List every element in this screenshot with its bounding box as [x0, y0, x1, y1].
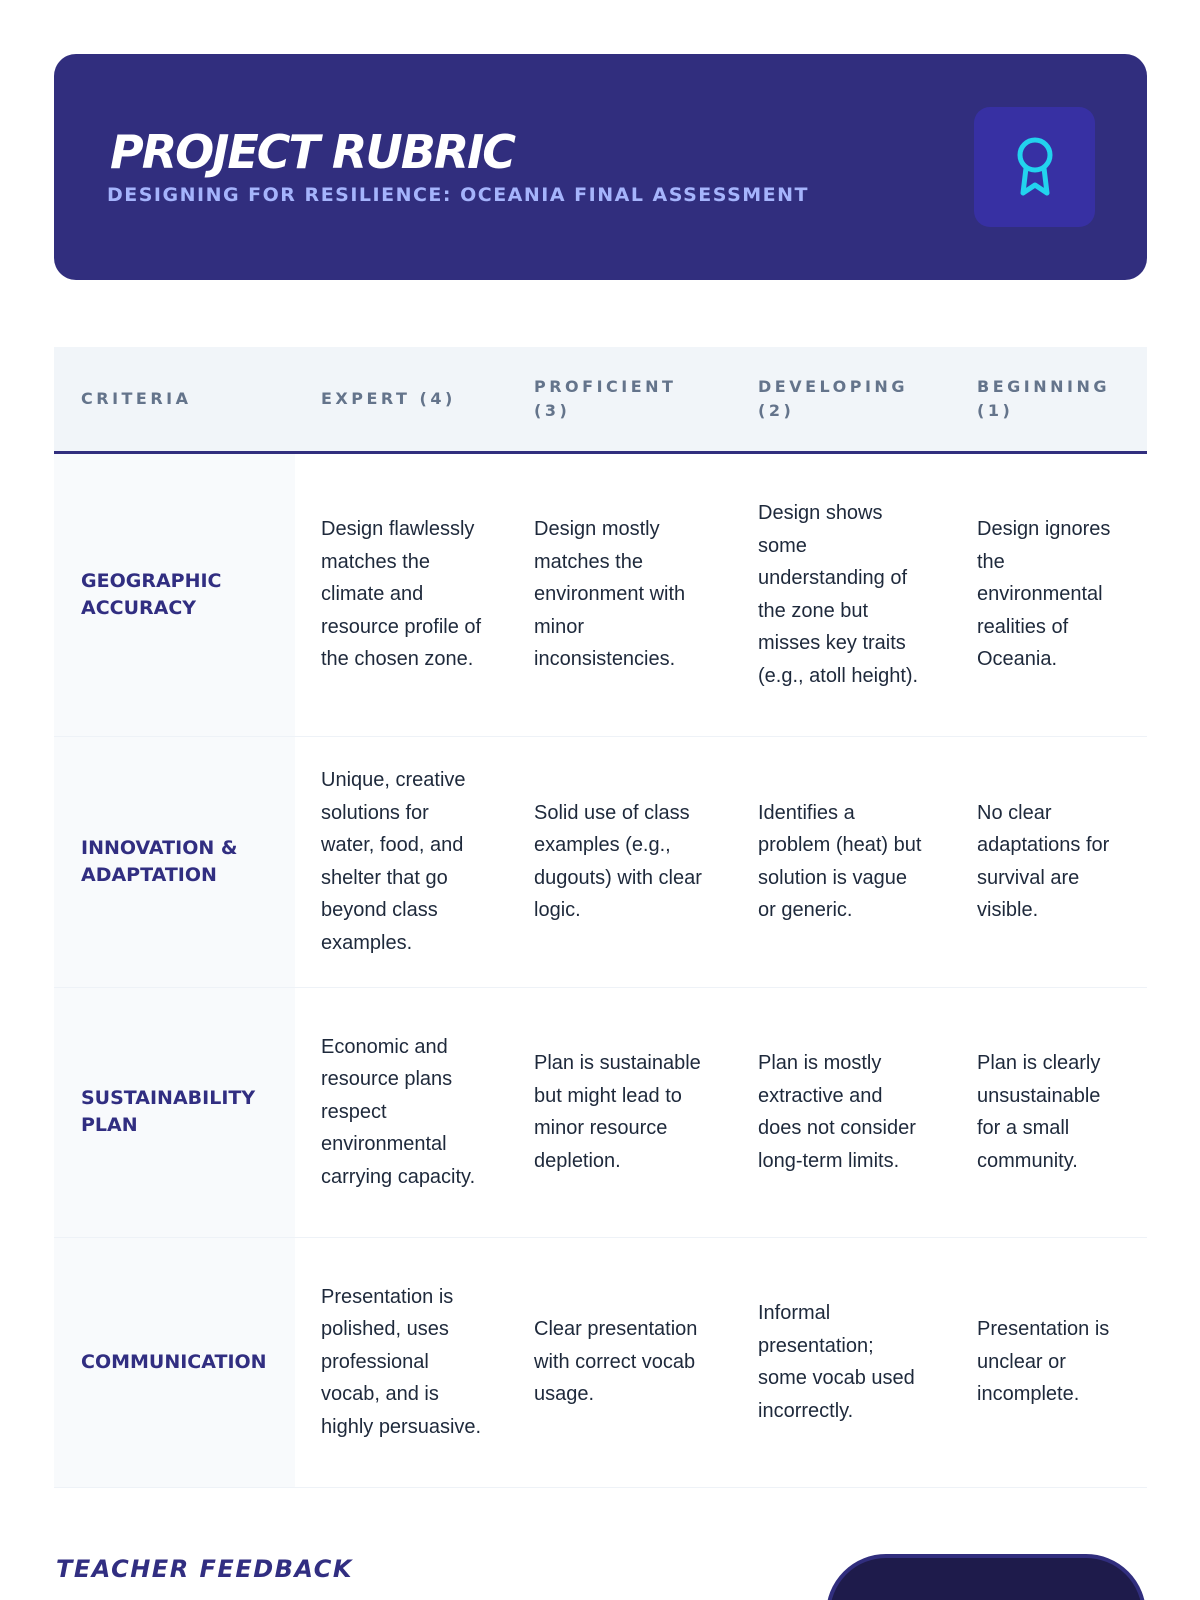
criteria-cell: GEOGRAPHIC ACCURACY: [54, 452, 295, 736]
beginning-cell: Plan is clearly unsustainable for a small community.: [951, 987, 1147, 1237]
expert-cell: Design flawlessly matches the climate and resource profile of the chosen zone.: [295, 452, 508, 736]
column-header-proficient: PROFICIENT (3): [508, 347, 732, 452]
column-header-expert: EXPERT (4): [295, 347, 508, 452]
proficient-cell: Solid use of class examples (e.g., dugouts) with clear logic.: [508, 736, 732, 987]
proficient-cell: Design mostly matches the environment with minor inconsistencies.: [508, 452, 732, 736]
proficient-cell: Plan is sustainable but might lead to minor resource depletion.: [508, 987, 732, 1237]
table-row: [54, 736, 1147, 987]
expert-cell: Presentation is polished, uses professional vocab, and is highly persuasive.: [295, 1237, 508, 1487]
column-header-criteria: CRITERIA: [54, 347, 295, 452]
award-ribbon-icon: [1011, 135, 1059, 199]
column-header-beginning: BEGINNING (1): [951, 347, 1147, 452]
criteria-cell: COMMUNICATION: [54, 1237, 295, 1487]
table-row: [54, 452, 1147, 736]
award-badge: [974, 107, 1095, 227]
teacher-feedback-heading: TEACHER FEEDBACK: [56, 1555, 353, 1583]
beginning-cell: Design ignores the environmental realities of Oceania.: [951, 452, 1147, 736]
score-panel: [826, 1554, 1146, 1600]
table-row: [54, 1237, 1147, 1487]
developing-cell: Design shows some understanding of the zone but misses key traits (e.g., atoll height).: [732, 452, 951, 736]
criteria-cell: INNOVATION & ADAPTATION: [54, 736, 295, 987]
table-header-row: [54, 347, 1147, 452]
proficient-cell: Clear presentation with correct vocab usage.: [508, 1237, 732, 1487]
page-subtitle: DESIGNING FOR RESILIENCE: OCEANIA FINAL ASSESSMENT: [107, 184, 810, 206]
criteria-cell: SUSTAINABILITY PLAN: [54, 987, 295, 1237]
developing-cell: Identifies a problem (heat) but solution is vague or generic.: [732, 736, 951, 987]
expert-cell: Economic and resource plans respect environmental carrying capacity.: [295, 987, 508, 1237]
developing-cell: Plan is mostly extractive and does not consider long-term limits.: [732, 987, 951, 1237]
rubric-table: [54, 347, 1147, 1488]
header-card: [54, 54, 1147, 280]
beginning-cell: Presentation is unclear or incomplete.: [951, 1237, 1147, 1487]
table-row: [54, 987, 1147, 1237]
expert-cell: Unique, creative solutions for water, food, and shelter that go beyond class examples.: [295, 736, 508, 987]
column-header-developing: DEVELOPING (2): [732, 347, 951, 452]
beginning-cell: No clear adaptations for survival are visible.: [951, 736, 1147, 987]
page-title: PROJECT RUBRIC: [110, 125, 515, 179]
developing-cell: Informal presentation; some vocab used incorrectly.: [732, 1237, 951, 1487]
